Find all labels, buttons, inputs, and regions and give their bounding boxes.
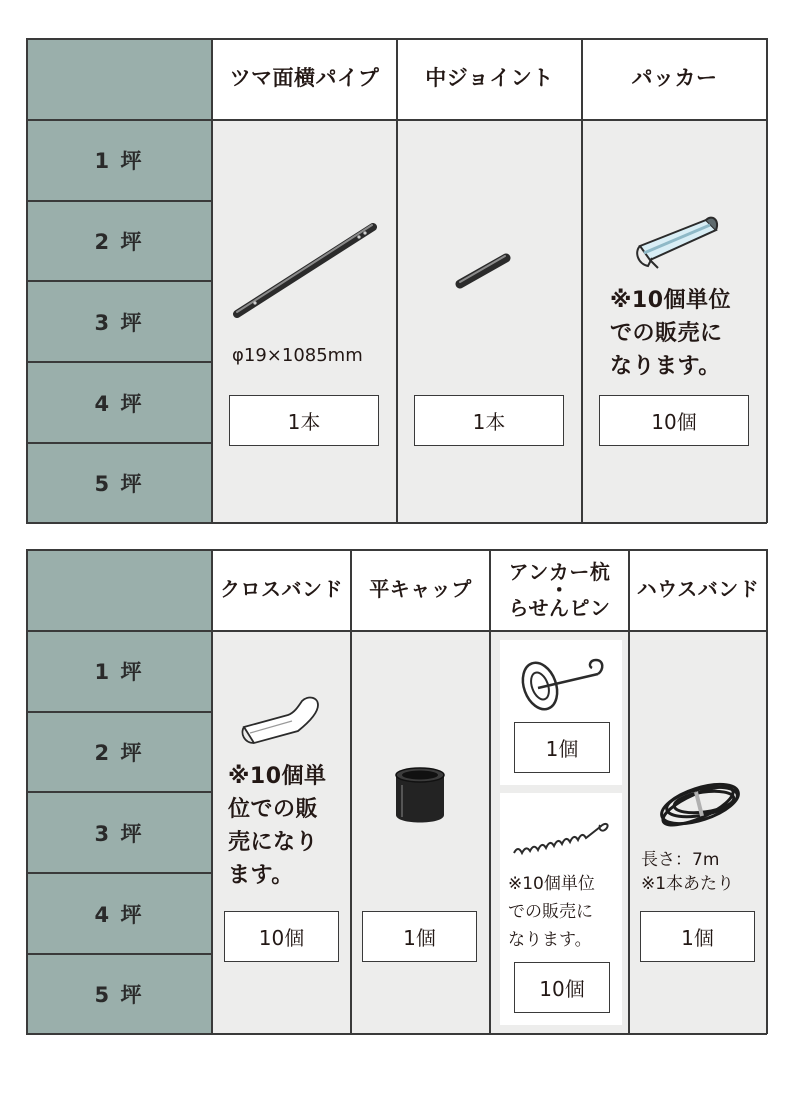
packer-note: ※10個単位 での販売に なります。	[610, 288, 732, 379]
corner-cell	[26, 38, 212, 119]
row-label-3: 3 坪	[94, 310, 144, 335]
row-label-5: 5 坪	[94, 472, 144, 496]
spiral-pin-note: ※10個単位 での販売に なります。	[508, 874, 595, 950]
row-label-3: 3 坪	[94, 821, 144, 846]
quantity-box-pipe: 1本	[229, 395, 379, 446]
quantity-box-house-band: 1個	[640, 911, 755, 962]
column-header-horizontal-pipe: ツマ面横パイプ	[229, 66, 380, 91]
house-band-coil-icon	[652, 772, 748, 836]
spiral-pin-icon	[510, 813, 612, 861]
pipe-spec: φ19×1085mm	[232, 345, 363, 366]
row-label-5: 5 坪	[94, 983, 144, 1007]
row-label-4: 4 坪	[94, 391, 144, 416]
column-header-middle-joint: 中ジョイント	[425, 66, 554, 91]
row-label-4: 4 坪	[94, 902, 144, 927]
cross-band-note: ※10個単 位での販 売になり ます。	[228, 764, 327, 888]
column-header-anchor-pin: アンカー杭 ・ らせんピン	[508, 559, 611, 620]
cross-band-clip-icon	[238, 693, 324, 753]
column-header-house-band: ハウスバンド	[636, 577, 760, 601]
row-label-1: 1 坪	[94, 659, 144, 684]
column-header-cross-band: クロスバンド	[220, 577, 343, 601]
column-header-flat-cap: 平キャップ	[369, 577, 472, 601]
quantity-box-cross-band: 10個	[224, 911, 339, 962]
row-label-2: 2 坪	[94, 740, 144, 765]
quantity-box-joint: 1本	[414, 395, 564, 446]
house-band-spec: 長さ：7m ※1本あたり	[641, 850, 735, 894]
quantity-box-flat-cap: 1個	[362, 911, 477, 962]
horizontal-pipe-icon	[225, 215, 385, 325]
middle-joint-icon	[452, 248, 516, 292]
packer-clip-icon	[630, 208, 722, 272]
anchor-stake-icon	[518, 656, 610, 716]
quantity-box-packer: 10個	[599, 395, 749, 446]
corner-cell	[26, 549, 212, 630]
column-header-packer: パッカー	[631, 66, 718, 91]
quantity-box-spiral-pin: 10個	[514, 962, 610, 1013]
quantity-box-anchor-stake: 1個	[514, 722, 610, 773]
parts-table-1	[0, 0, 800, 530]
row-label-1: 1 坪	[94, 148, 144, 173]
row-label-2: 2 坪	[94, 229, 144, 254]
parts-table-2	[0, 530, 800, 1109]
flat-cap-icon	[392, 765, 448, 827]
